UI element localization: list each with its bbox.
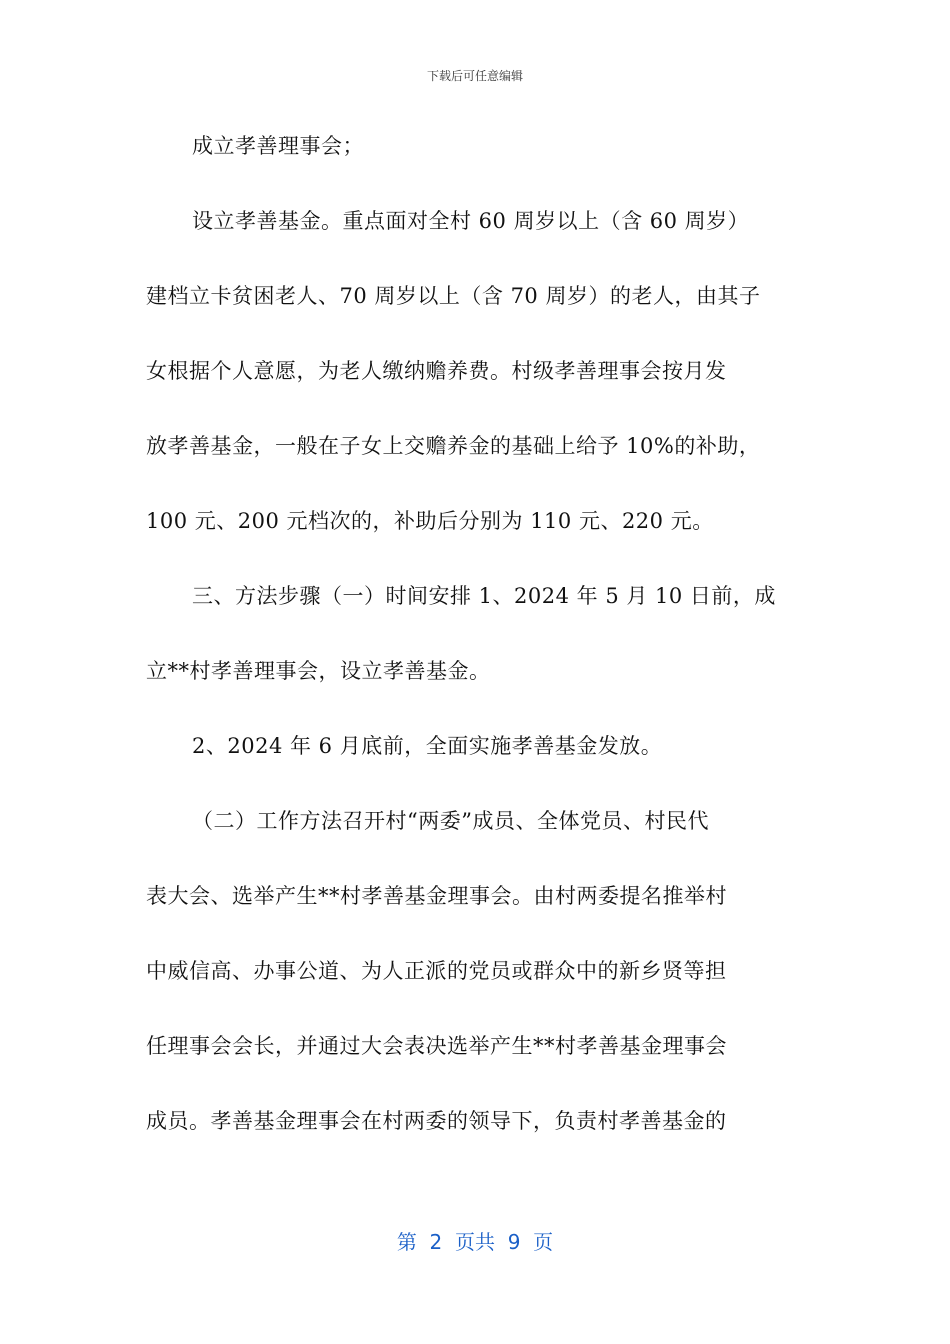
paragraph-line: （二）工作方法召开村“两委”成员、全体党员、村民代 xyxy=(192,809,709,833)
paragraph-line: 成立孝善理事会； xyxy=(192,134,364,158)
header-note: 下载后可任意编辑 xyxy=(426,69,523,83)
paragraph-line: 中威信高、办事公道、为人正派的党员或群众中的新乡贤等担 xyxy=(146,959,727,983)
paragraph-line: 成员。孝善基金理事会在村两委的领导下，负责村孝善基金的 xyxy=(146,1109,727,1133)
paragraph-line: 女根据个人意愿，为老人缴纳赡养费。村级孝善理事会按月发 xyxy=(146,359,727,383)
paragraph-line: 表大会、选举产生**村孝善基金理事会。由村两委提名推举村 xyxy=(146,884,727,908)
paragraph-line: 任理事会会长，并通过大会表决选举产生**村孝善基金理事会 xyxy=(146,1034,727,1058)
document-body xyxy=(146,126,806,1176)
paragraph-line: 2、2024 年 6 月底前，全面实施孝善基金发放。 xyxy=(192,734,663,758)
paragraph-line: 设立孝善基金。重点面对全村 60 周岁以上（含 60 周岁） xyxy=(192,209,750,233)
paragraph-line: 三、方法步骤（一）时间安排 1、2024 年 5 月 10 日前，成 xyxy=(192,584,776,608)
paragraph-line: 100 元、200 元档次的，补助后分别为 110 元、220 元。 xyxy=(146,509,714,533)
page-number-footer: 第 2 页共 9 页 xyxy=(396,1230,554,1254)
paragraph-line: 建档立卡贫困老人、70 周岁以上（含 70 周岁）的老人，由其子 xyxy=(146,284,761,308)
paragraph-line: 立**村孝善理事会，设立孝善基金。 xyxy=(146,659,491,683)
paragraph-line: 放孝善基金，一般在子女上交赡养金的基础上给予 10%的补助， xyxy=(146,434,761,458)
